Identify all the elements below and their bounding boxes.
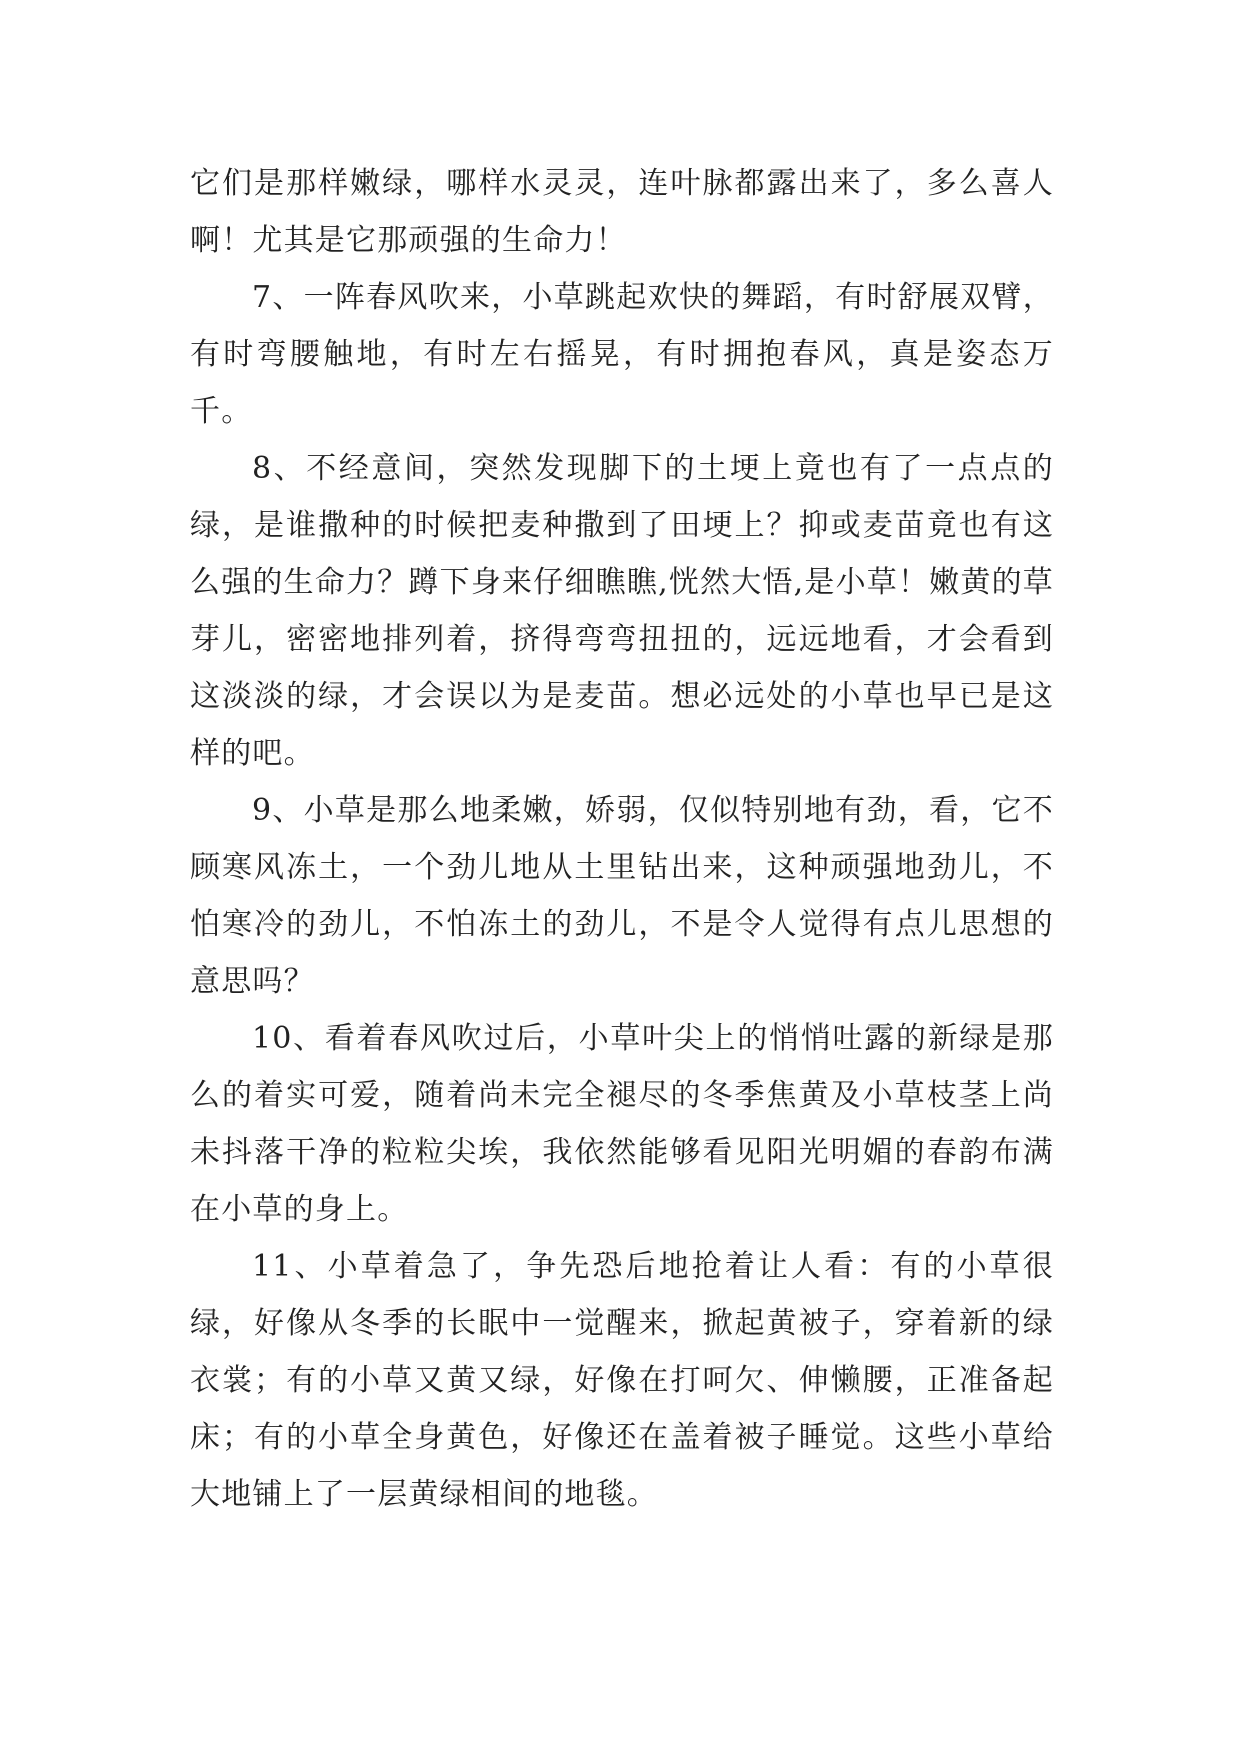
paragraph-7: 7、一阵春风吹来，小草跳起欢快的舞蹈，有时舒展双臂，有时弯腰触地，有时左右摇晃，有时拥抱春风，真是姿态万千。 <box>190 280 1054 429</box>
paragraph-continuation: 它们是那样嫩绿，哪样水灵灵，连叶脉都露出来了，多么喜人啊！尤其是它那顽强的生命力！ <box>190 166 1054 258</box>
paragraph-9: 9、小草是那么地柔嫩，娇弱，仅似特别地有劲，看，它不顾寒风冻土，一个劲儿地从土里钻出来，这种顽强地劲儿，不怕寒冷的劲儿，不怕冻土的劲儿，不是令人觉得有点儿思想的意思吗？ <box>190 793 1054 999</box>
paragraph-10: 10、看着春风吹过后，小草叶尖上的悄悄吐露的新绿是那么的着实可爱，随着尚未完全褪尽的冬季焦黄及小草枝茎上尚未抖落干净的粒粒尖埃，我依然能够看见阳光明媚的春韵布满在小草的身上。 <box>190 1021 1054 1227</box>
document-body <box>190 155 1054 1523</box>
paragraph-11: 11、小草着急了，争先恐后地抢着让人看：有的小草很绿，好像从冬季的长眠中一觉醒来，掀起黄被子，穿着新的绿衣裳；有的小草又黄又绿，好像在打呵欠、伸懒腰，正准备起床；有的小草全身黄色，好像还在盖着被子睡觉。这些小草给大地铺上了一层黄绿相间的地毯。 <box>190 1249 1054 1512</box>
paragraph-8: 8、不经意间，突然发现脚下的土埂上竟也有了一点点的绿，是谁撒种的时候把麦种撒到了田埂上？抑或麦苗竟也有这么强的生命力？蹲下身来仔细瞧瞧,恍然大悟,是小草！嫩黄的草芽儿，密密地排列着，挤得弯弯扭扭的，远远地看，才会看到这淡淡的绿，才会误以为是麦苗。想必远处的小草也早已是这样的吧。 <box>190 451 1054 771</box>
